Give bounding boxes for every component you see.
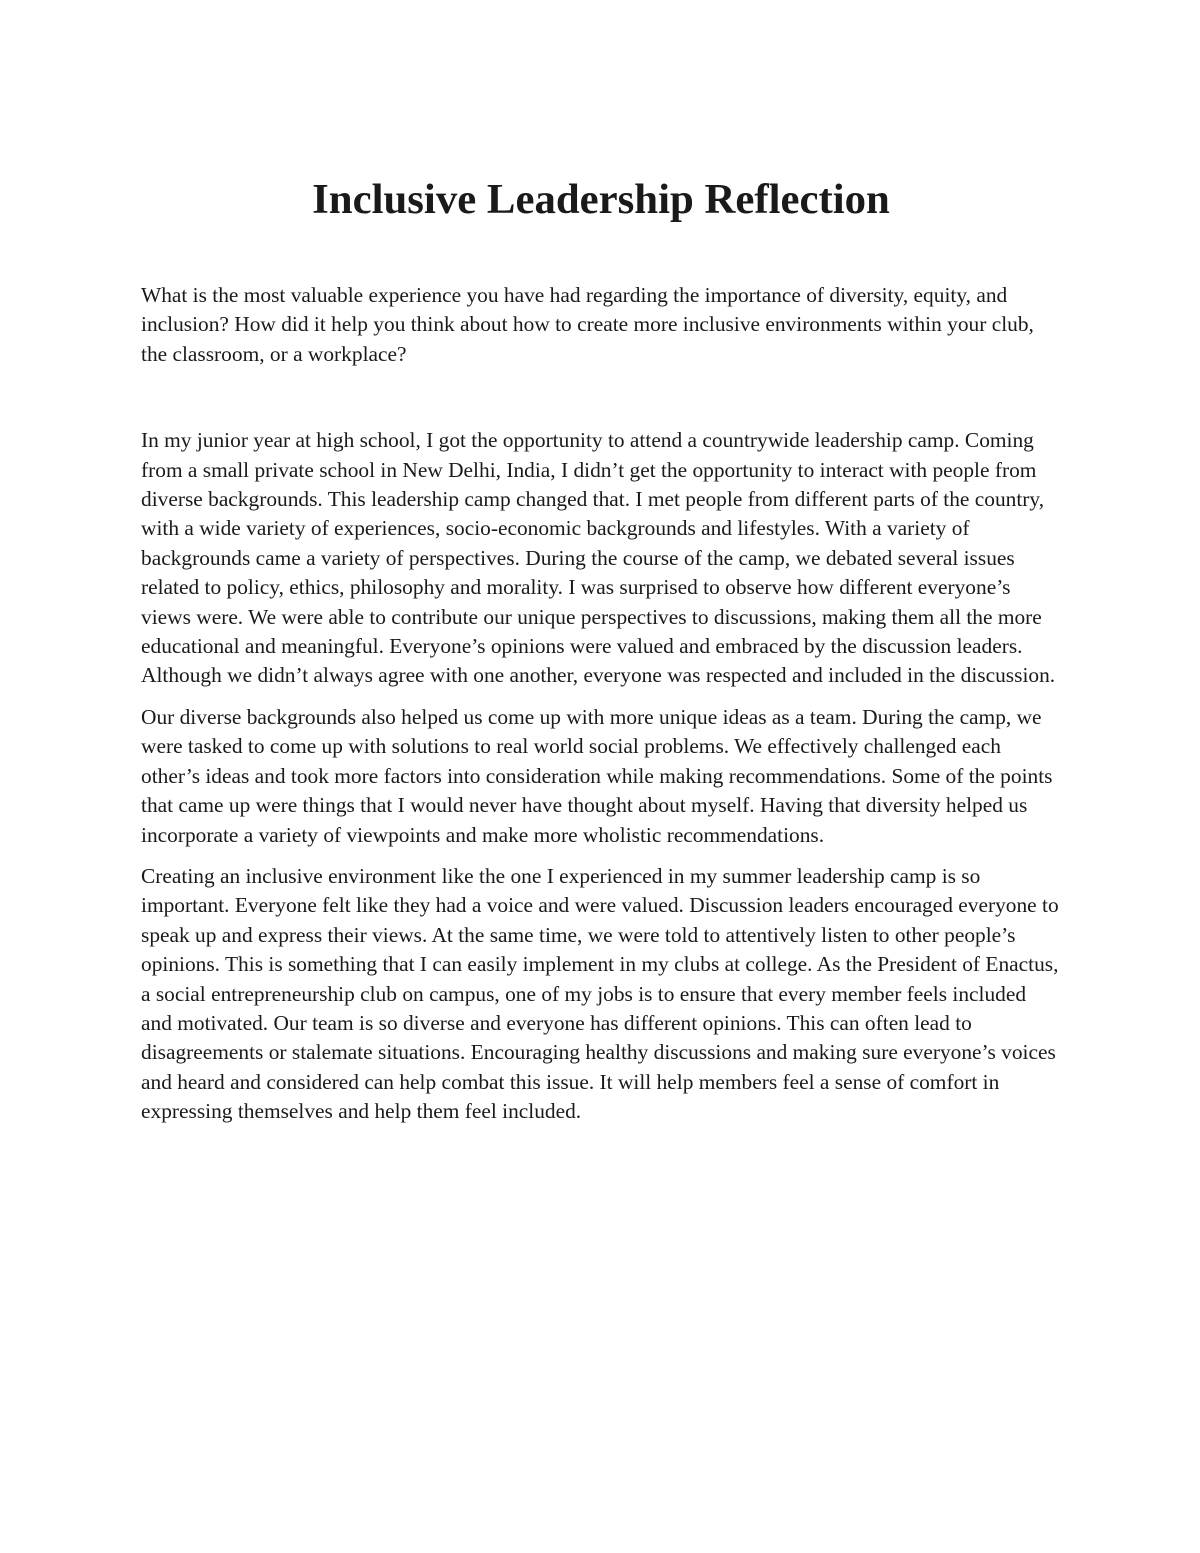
prompt-question: What is the most valuable experience you have had regarding the importance of diversity, equity, and inclusion? How did it help you think about how to create more inclusive environments within your club, the classroom, or a workplace? [141,283,1034,366]
body-paragraph-2: Our diverse backgrounds also helped us come up with more unique ideas as a team. During the camp, we were tasked to come up with solutions to real world social problems. We effectively challenged each other’s ideas and took more factors into consideration while making recommendations. Some of the points that came up were things that I would never have thought about myself. Having that diversity helped us incorporate a variety of viewpoints and make more wholistic recommendations. [141,704,1053,847]
body-paragraph-3: Creating an inclusive environment like the one I experienced in my summer leadership camp is so important. Everyone felt like they had a voice and were valued. Discussion leaders encouraged everyone to speak up and express their views. At the same time, we were told to attentively listen to other people’s opinions. This is something that I can easily implement in my clubs at college. As the President of Enactus, a social entrepreneurship club on campus, one of my jobs is to ensure that every member feels included and motivated. Our team is so diverse and everyone has different opinions. This can often lead to disagreements or stalemate situations. Encouraging healthy discussions and making sure everyone’s voices and heard and considered can help combat this issue. It will help members feel a sense of comfort in expressing themselves and help them feel included. [141,863,1059,1124]
body-paragraph-1: In my junior year at high school, I got the opportunity to attend a countrywide leadership camp. Coming from a small private school in New Delhi, India, I didn’t get the opportunity to interact with people from diverse backgrounds. This leadership camp changed that. I met people from different parts of the country, with a wide variety of experiences, socio-economic backgrounds and lifestyles. With a variety of backgrounds came a variety of perspectives. During the course of the camp, we debated several issues related to policy, ethics, philosophy and morality. I was surprised to observe how different everyone’s views were. We were able to contribute our unique perspectives to discussions, making them all the more educational and meaningful. Everyone’s opinions were valued and embraced by the discussion leaders. Although we didn’t always agree with one another, everyone was respected and included in the discussion. [141,428,1056,688]
document-body [141,176,1061,1127]
document-title: Inclusive Leadership Reflection [312,176,890,223]
